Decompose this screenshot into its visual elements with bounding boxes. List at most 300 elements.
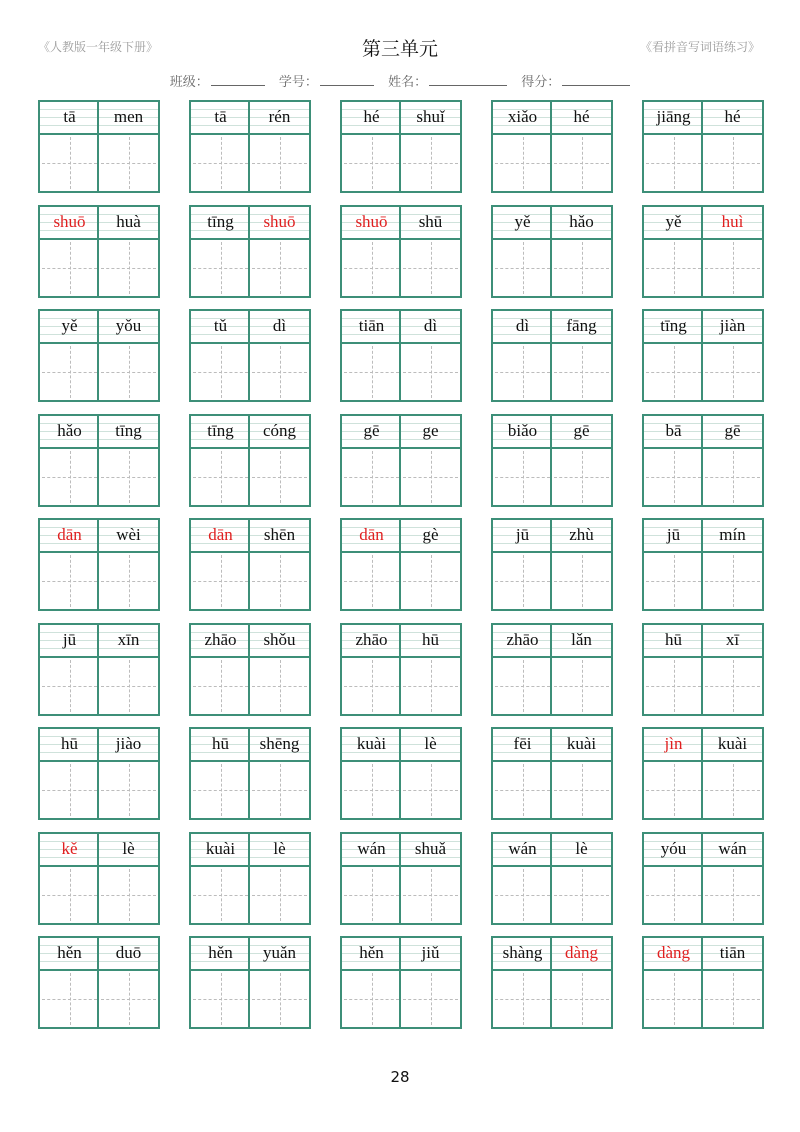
name-field <box>388 71 507 90</box>
pinyin-lines <box>703 102 762 135</box>
right-character-cell <box>248 102 309 191</box>
tian-zi-writing-box[interactable] <box>493 449 552 505</box>
guide-line-horizontal <box>495 268 550 269</box>
tian-zi-writing-box[interactable] <box>644 658 703 714</box>
pinyin-lines <box>703 311 762 344</box>
tian-zi-writing-box[interactable] <box>191 344 250 400</box>
guide-line-horizontal <box>705 790 760 791</box>
class-blank[interactable] <box>211 73 265 86</box>
guide-line-horizontal <box>646 268 701 269</box>
guide-line-horizontal <box>344 163 399 164</box>
pinyin-lines <box>552 207 611 240</box>
right-character-cell <box>97 102 158 191</box>
left-character-cell <box>342 102 401 191</box>
name-label: 姓名： <box>388 75 428 90</box>
word-card <box>642 309 764 402</box>
pinyin-syllable: hěn <box>57 943 82 962</box>
pinyin-lines <box>40 102 99 135</box>
tian-zi-writing-box[interactable] <box>99 553 158 609</box>
pinyin-lines <box>99 729 158 762</box>
tian-zi-writing-box[interactable] <box>40 553 99 609</box>
number-blank[interactable] <box>320 73 374 86</box>
tian-zi-writing-box[interactable] <box>191 867 250 923</box>
tian-zi-writing-box[interactable] <box>552 867 611 923</box>
pinyin-lines <box>644 416 703 449</box>
pinyin-lines <box>552 834 611 867</box>
tian-zi-writing-box[interactable] <box>250 553 309 609</box>
left-character-cell <box>342 207 401 296</box>
guide-line-horizontal <box>646 999 701 1000</box>
pinyin-syllable: shuǐ <box>416 107 445 126</box>
right-character-cell <box>399 416 460 505</box>
tian-zi-writing-box[interactable] <box>191 762 250 818</box>
guide-line-horizontal <box>403 581 458 582</box>
pinyin-lines <box>40 625 99 658</box>
pinyin-syllable: tā <box>214 107 227 126</box>
pinyin-lines <box>342 520 401 553</box>
name-blank[interactable] <box>429 73 507 86</box>
left-character-cell <box>493 625 552 714</box>
guide-line-horizontal <box>193 686 248 687</box>
tian-zi-writing-box[interactable] <box>40 971 99 1027</box>
tian-zi-writing-box[interactable] <box>644 762 703 818</box>
tian-zi-writing-box[interactable] <box>40 449 99 505</box>
pinyin-syllable: tīng <box>660 316 687 335</box>
pinyin-syllable: shuō <box>355 211 388 231</box>
tian-zi-writing-box[interactable] <box>703 344 762 400</box>
tian-zi-writing-box[interactable] <box>703 449 762 505</box>
pinyin-syllable: tā <box>63 107 76 126</box>
pinyin-lines <box>552 416 611 449</box>
left-character-cell <box>493 938 552 1027</box>
pinyin-syllable: fāng <box>566 316 597 335</box>
tian-zi-writing-box[interactable] <box>40 240 99 296</box>
word-card <box>189 936 311 1029</box>
tian-zi-writing-box[interactable] <box>342 867 401 923</box>
pinyin-lines <box>191 729 250 762</box>
pinyin-syllable: huì <box>721 211 744 231</box>
left-character-cell <box>40 729 99 818</box>
right-character-cell <box>248 311 309 400</box>
pinyin-lines <box>99 938 158 971</box>
word-card <box>642 936 764 1029</box>
tian-zi-writing-box[interactable] <box>703 553 762 609</box>
left-character-cell <box>342 520 401 609</box>
tian-zi-writing-box[interactable] <box>191 135 250 191</box>
guide-line-horizontal <box>101 686 156 687</box>
tian-zi-writing-box[interactable] <box>99 135 158 191</box>
tian-zi-writing-box[interactable] <box>552 135 611 191</box>
tian-zi-writing-box[interactable] <box>250 971 309 1027</box>
guide-line-horizontal <box>554 790 609 791</box>
class-label: 班级： <box>169 75 209 90</box>
tian-zi-writing-box[interactable] <box>644 135 703 191</box>
tian-zi-writing-box[interactable] <box>99 240 158 296</box>
pinyin-syllable: hū <box>61 734 78 753</box>
tian-zi-writing-box[interactable] <box>191 240 250 296</box>
tian-zi-writing-box[interactable] <box>191 449 250 505</box>
pinyin-lines <box>342 938 401 971</box>
pinyin-lines <box>250 102 309 135</box>
tian-zi-writing-box[interactable] <box>250 658 309 714</box>
pinyin-lines <box>493 729 552 762</box>
tian-zi-writing-box[interactable] <box>99 449 158 505</box>
right-character-cell <box>399 834 460 923</box>
score-blank[interactable] <box>562 73 630 86</box>
guide-line-horizontal <box>344 477 399 478</box>
tian-zi-writing-box[interactable] <box>99 971 158 1027</box>
guide-line-horizontal <box>42 686 97 687</box>
pinyin-lines <box>191 416 250 449</box>
right-character-cell <box>701 207 762 296</box>
tian-zi-writing-box[interactable] <box>401 867 460 923</box>
pinyin-syllable: hěn <box>208 943 233 962</box>
pinyin-syllable: hé <box>724 107 741 126</box>
tian-zi-writing-box[interactable] <box>191 553 250 609</box>
tian-zi-writing-box[interactable] <box>401 553 460 609</box>
pinyin-lines <box>40 834 99 867</box>
pinyin-syllable: hū <box>665 629 682 649</box>
tian-zi-writing-box[interactable] <box>250 762 309 818</box>
tian-zi-writing-box[interactable] <box>552 762 611 818</box>
tian-zi-writing-box[interactable] <box>703 971 762 1027</box>
pinyin-lines <box>493 938 552 971</box>
pinyin-syllable: dàng <box>564 943 599 962</box>
pinyin-syllable: dì <box>515 316 530 335</box>
word-card <box>38 832 160 925</box>
guide-line-horizontal <box>646 895 701 896</box>
guide-line-horizontal <box>554 372 609 373</box>
pinyin-lines <box>250 938 309 971</box>
pinyin-lines <box>401 207 460 240</box>
pinyin-lines <box>493 311 552 344</box>
pinyin-lines <box>493 520 552 553</box>
tian-zi-writing-box[interactable] <box>552 971 611 1027</box>
guide-line-horizontal <box>403 999 458 1000</box>
tian-zi-writing-box[interactable] <box>250 240 309 296</box>
tian-zi-writing-box[interactable] <box>401 240 460 296</box>
word-card <box>642 727 764 820</box>
word-card <box>189 832 311 925</box>
right-character-cell <box>399 311 460 400</box>
pinyin-lines <box>644 102 703 135</box>
left-character-cell <box>644 207 703 296</box>
right-character-cell <box>97 520 158 609</box>
tian-zi-writing-box[interactable] <box>99 867 158 923</box>
pinyin-syllable: lè <box>575 838 588 858</box>
pinyin-lines <box>250 311 309 344</box>
pinyin-lines <box>493 625 552 658</box>
tian-zi-writing-box[interactable] <box>250 344 309 400</box>
tian-zi-writing-box[interactable] <box>342 762 401 818</box>
guide-line-horizontal <box>705 999 760 1000</box>
guide-line-horizontal <box>252 895 307 896</box>
tian-zi-writing-box[interactable] <box>191 658 250 714</box>
word-card <box>491 623 613 716</box>
exercise-label: 《看拼音写词语练习》 <box>639 40 760 54</box>
guide-line-horizontal <box>403 790 458 791</box>
guide-line-horizontal <box>705 163 760 164</box>
right-character-cell <box>550 102 611 191</box>
left-character-cell <box>493 729 552 818</box>
tian-zi-writing-box[interactable] <box>493 344 552 400</box>
tian-zi-writing-box[interactable] <box>401 344 460 400</box>
tian-zi-writing-box[interactable] <box>644 449 703 505</box>
guide-line-horizontal <box>42 790 97 791</box>
tian-zi-writing-box[interactable] <box>401 449 460 505</box>
tian-zi-writing-box[interactable] <box>342 553 401 609</box>
guide-line-horizontal <box>705 895 760 896</box>
pinyin-syllable: gè <box>422 525 439 544</box>
tian-zi-writing-box[interactable] <box>342 971 401 1027</box>
pinyin-syllable: kuài <box>566 734 597 753</box>
pinyin-syllable: biǎo <box>507 420 538 440</box>
pinyin-lines <box>552 729 611 762</box>
right-character-cell <box>248 416 309 505</box>
right-character-cell <box>97 207 158 296</box>
right-character-cell <box>701 311 762 400</box>
tian-zi-writing-box[interactable] <box>342 344 401 400</box>
pinyin-lines <box>552 102 611 135</box>
guide-line-horizontal <box>252 581 307 582</box>
left-character-cell <box>191 834 250 923</box>
word-card <box>340 832 462 925</box>
right-character-cell <box>399 729 460 818</box>
pinyin-syllable: wán <box>718 838 747 858</box>
word-card <box>189 414 311 507</box>
right-character-cell <box>97 625 158 714</box>
guide-line-horizontal <box>646 477 701 478</box>
left-character-cell <box>644 520 703 609</box>
guide-line-horizontal <box>42 477 97 478</box>
pinyin-lines <box>99 520 158 553</box>
word-card <box>340 309 462 402</box>
pinyin-lines <box>493 416 552 449</box>
tian-zi-writing-box[interactable] <box>644 240 703 296</box>
pinyin-syllable: kuài <box>717 734 748 753</box>
pinyin-lines <box>342 207 401 240</box>
pinyin-syllable: shàng <box>502 943 543 962</box>
left-character-cell <box>342 311 401 400</box>
tian-zi-writing-box[interactable] <box>401 658 460 714</box>
left-character-cell <box>40 834 99 923</box>
pinyin-lines <box>40 207 99 240</box>
pinyin-syllable: jiàn <box>719 316 746 335</box>
guide-line-horizontal <box>252 999 307 1000</box>
tian-zi-writing-box[interactable] <box>644 867 703 923</box>
guide-line-horizontal <box>646 372 701 373</box>
guide-line-horizontal <box>101 268 156 269</box>
guide-line-horizontal <box>403 686 458 687</box>
tian-zi-writing-box[interactable] <box>99 344 158 400</box>
word-card <box>38 936 160 1029</box>
tian-zi-writing-box[interactable] <box>250 867 309 923</box>
page-title: 第三单元 <box>361 38 438 60</box>
tian-zi-writing-box[interactable] <box>342 240 401 296</box>
pinyin-syllable: hé <box>363 107 380 126</box>
tian-zi-writing-box[interactable] <box>493 971 552 1027</box>
tian-zi-writing-box[interactable] <box>493 553 552 609</box>
tian-zi-writing-box[interactable] <box>493 762 552 818</box>
tian-zi-writing-box[interactable] <box>99 762 158 818</box>
guide-line-horizontal <box>344 999 399 1000</box>
pinyin-lines <box>99 625 158 658</box>
left-character-cell <box>191 625 250 714</box>
word-card <box>38 518 160 611</box>
tian-zi-writing-box[interactable] <box>552 553 611 609</box>
pinyin-syllable: wán <box>357 838 386 858</box>
tian-zi-writing-box[interactable] <box>493 867 552 923</box>
pinyin-syllable: shēn <box>263 525 296 544</box>
tian-zi-writing-box[interactable] <box>703 762 762 818</box>
tian-zi-writing-box[interactable] <box>552 449 611 505</box>
pinyin-lines <box>703 520 762 553</box>
pinyin-syllable: hǎo <box>57 420 82 440</box>
pinyin-lines <box>40 938 99 971</box>
pinyin-lines <box>99 416 158 449</box>
left-character-cell <box>493 834 552 923</box>
tian-zi-writing-box[interactable] <box>703 867 762 923</box>
guide-line-horizontal <box>495 790 550 791</box>
pinyin-lines <box>703 207 762 240</box>
word-grid <box>38 100 764 1029</box>
tian-zi-writing-box[interactable] <box>342 658 401 714</box>
pinyin-lines <box>250 625 309 658</box>
left-character-cell <box>644 729 703 818</box>
pinyin-syllable: kě <box>61 838 78 858</box>
tian-zi-writing-box[interactable] <box>401 971 460 1027</box>
guide-line-horizontal <box>101 477 156 478</box>
left-character-cell <box>191 311 250 400</box>
pinyin-lines <box>342 625 401 658</box>
guide-line-horizontal <box>344 790 399 791</box>
right-character-cell <box>399 207 460 296</box>
tian-zi-writing-box[interactable] <box>703 240 762 296</box>
guide-line-horizontal <box>403 268 458 269</box>
tian-zi-writing-box[interactable] <box>250 449 309 505</box>
tian-zi-writing-box[interactable] <box>552 658 611 714</box>
pinyin-syllable: rén <box>268 107 291 126</box>
tian-zi-writing-box[interactable] <box>552 344 611 400</box>
pinyin-lines <box>99 311 158 344</box>
right-character-cell <box>550 938 611 1027</box>
left-character-cell <box>342 625 401 714</box>
pinyin-lines <box>401 311 460 344</box>
guide-line-horizontal <box>554 999 609 1000</box>
pinyin-syllable: hěn <box>359 943 384 962</box>
right-character-cell <box>399 520 460 609</box>
tian-zi-writing-box[interactable] <box>703 658 762 714</box>
tian-zi-writing-box[interactable] <box>493 240 552 296</box>
guide-line-horizontal <box>554 477 609 478</box>
left-character-cell <box>493 207 552 296</box>
pinyin-lines <box>644 938 703 971</box>
pinyin-lines <box>342 102 401 135</box>
tian-zi-writing-box[interactable] <box>191 971 250 1027</box>
tian-zi-writing-box[interactable] <box>40 762 99 818</box>
tian-zi-writing-box[interactable] <box>40 867 99 923</box>
tian-zi-writing-box[interactable] <box>493 658 552 714</box>
right-character-cell <box>97 311 158 400</box>
tian-zi-writing-box[interactable] <box>401 135 460 191</box>
word-card <box>189 309 311 402</box>
word-card <box>189 100 311 193</box>
pinyin-syllable: dān <box>208 525 233 544</box>
pinyin-syllable: huà <box>116 211 141 231</box>
pinyin-syllable: xī <box>725 629 740 649</box>
tian-zi-writing-box[interactable] <box>644 553 703 609</box>
guide-line-horizontal <box>646 163 701 164</box>
tian-zi-writing-box[interactable] <box>493 135 552 191</box>
pinyin-syllable: men <box>113 107 144 126</box>
word-card <box>642 518 764 611</box>
tian-zi-writing-box[interactable] <box>40 658 99 714</box>
guide-line-horizontal <box>646 581 701 582</box>
left-character-cell <box>191 729 250 818</box>
pinyin-syllable: jū <box>515 525 530 544</box>
guide-line-horizontal <box>344 581 399 582</box>
tian-zi-writing-box[interactable] <box>342 449 401 505</box>
right-character-cell <box>248 207 309 296</box>
guide-line-horizontal <box>705 372 760 373</box>
tian-zi-writing-box[interactable] <box>342 135 401 191</box>
left-character-cell <box>644 834 703 923</box>
pinyin-lines <box>342 416 401 449</box>
tian-zi-writing-box[interactable] <box>644 971 703 1027</box>
pinyin-lines <box>191 520 250 553</box>
right-character-cell <box>248 938 309 1027</box>
pinyin-lines <box>40 729 99 762</box>
left-character-cell <box>493 416 552 505</box>
pinyin-lines <box>401 625 460 658</box>
guide-line-horizontal <box>193 790 248 791</box>
pinyin-syllable: xīn <box>117 629 140 649</box>
tian-zi-writing-box[interactable] <box>99 658 158 714</box>
right-character-cell <box>97 416 158 505</box>
tian-zi-writing-box[interactable] <box>250 135 309 191</box>
tian-zi-writing-box[interactable] <box>644 344 703 400</box>
right-character-cell <box>550 729 611 818</box>
guide-line-horizontal <box>193 372 248 373</box>
guide-line-horizontal <box>101 999 156 1000</box>
pinyin-syllable: yuǎn <box>262 943 297 962</box>
textbook-label: 《人教版一年级下册》 <box>38 40 159 54</box>
tian-zi-writing-box[interactable] <box>40 135 99 191</box>
left-character-cell <box>40 625 99 714</box>
right-character-cell <box>701 102 762 191</box>
right-character-cell <box>248 834 309 923</box>
pinyin-syllable: hū <box>212 734 229 753</box>
word-card <box>642 623 764 716</box>
word-card <box>340 414 462 507</box>
guide-line-horizontal <box>252 268 307 269</box>
word-card <box>38 205 160 298</box>
guide-line-horizontal <box>344 268 399 269</box>
right-character-cell <box>399 625 460 714</box>
right-character-cell <box>248 520 309 609</box>
pinyin-lines <box>644 729 703 762</box>
pinyin-lines <box>99 834 158 867</box>
pinyin-syllable: duō <box>115 943 142 962</box>
pinyin-syllable: cóng <box>262 420 297 440</box>
tian-zi-writing-box[interactable] <box>40 344 99 400</box>
pinyin-lines <box>99 207 158 240</box>
tian-zi-writing-box[interactable] <box>552 240 611 296</box>
tian-zi-writing-box[interactable] <box>401 762 460 818</box>
tian-zi-writing-box[interactable] <box>703 135 762 191</box>
pinyin-syllable: dàng <box>656 943 691 962</box>
word-card <box>642 832 764 925</box>
